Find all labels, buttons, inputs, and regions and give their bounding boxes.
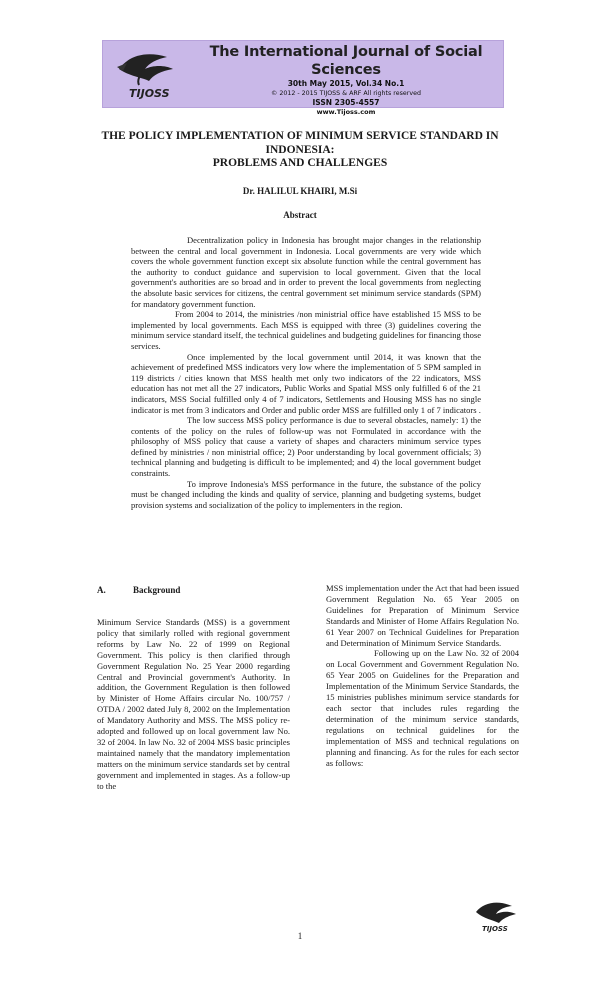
journal-banner [102, 40, 504, 116]
issn: ISSN 2305-4557 [312, 98, 380, 107]
footer-logo-wordmark: TIJOSS [482, 925, 508, 933]
title-line-1: THE POLICY IMPLEMENTATION OF MINIMUM SERVICE STANDARD IN INDONESIA: [101, 130, 499, 156]
tijoss-footer-logo-icon [468, 898, 526, 934]
section-heading [97, 585, 180, 595]
tijoss-bird-logo-icon [109, 47, 191, 103]
section-title: Background [133, 585, 181, 595]
author: Dr. HALILUL KHAIRI, M.Si [242, 186, 358, 196]
logo-wordmark: TIJOSS [129, 87, 170, 100]
abstract-heading: Abstract [283, 210, 317, 220]
section-letter: A. [97, 585, 106, 595]
journal-url[interactable]: www.Tijoss.com [316, 108, 376, 116]
body-paragraph: Minimum Service Standards (MSS) is a government policy that similarly rolled with regional government reforms by Law No. 22 of 1999 on Regional Government. This policy is then clarified through Government Regulation No. 25 Year 2000 regarding Central and Provincial government's Authority. In addition, the Government Regulation is then followed by Minister of Home Affairs circular No. 100/757 / OTDA / 2002 dated July 8, 2002 on the Implementation of Mandatory Authority and MSS. The MSS policy re-adopted and followed up on local government law No. 32 of 2004. In law No. 32 of 2004 MSS basic principles maintained namely that the mandatory implementation matters on the minimum service standards set by central government and implemented in stages. As a follow-up to the [97, 617, 290, 791]
abstract-paragraph: Decentralization policy in Indonesia has brought major changes in the relationship between the central and local government in Indonesia. Local governments are very wide which covers the whole government function except six absolute function while the central government has the authority to conduct guidance and supervision to local government. Given that the local government's authorities are so broad and in order to prevent the local governments from neglecting the absolute basic services for citizens, the central government set minimum service standards (SPM) for mandatory government function. [131, 235, 481, 309]
abstract-paragraph: From 2004 to 2014, the ministries /non ministrial office have established 15 MSS to be implemented by local governments. Each MSS is equipped with three (3) guidelines covering the minimum service standard itself, the technical guidelines and budgeting guidelines for financing those services. [131, 309, 481, 351]
title-line-2: PROBLEMS AND CHALLENGES [212, 157, 388, 169]
abstract [131, 235, 481, 510]
abstract-paragraph: To improve Indonesia's MSS performance in the future, the substance of the policy must be changed including the kinds and quality of service, planning and budgeting systems, budget provision systems and socialization of the policy to implementers in the region. [131, 478, 481, 510]
abstract-paragraph: The low success MSS policy performance is due to several obstacles, namely: 1) the contents of the policy on the rules of follow-up was not Formulated in accordance with the philosophy of MSS policy that cause a variety of shapes and characters minimum service types defined by ministries / non ministrial office; 2) Poor understanding by local government officials; 3) technical planning and budgeting is difficult to be implemented; and 4) the local government budget constraints. [131, 415, 481, 479]
copyright: © 2012 - 2015 TIJOSS & ARF All rights reserved [271, 90, 421, 97]
abstract-paragraph: Once implemented by the local government until 2014, it was known that the achievement of predefined MSS indicators very low where the implementation of 5 SPM sampled in 119 districts / cities known that MSS health met only two indicators of the 22 indicators, MSS education has not met all the 27 indicators, Public Works and Spatial MSS only fulfilled 6 of the 21 indicators, MSS Social fulfilled only 4 of 7 indicators, Settlements and Housing MSS has no single indicator is met from 3 indicators and Order and public order MSS are fulfilled only 1 of 7 indicators . [131, 351, 481, 415]
body-paragraph: Following up on the Law No. 32 of 2004 on Local Government and Government Regulation No. 65 Year 2005 on Guidelines for the Preparation and Implementation of the Minimum Service Standards, the 15 ministries publishes minimum service standards for each sector that includes rules regarding the determination of the minimum service standards, regulations on technical guidelines for the implementation of MSS and technical regulations on planning and financing. As for the rules for each sector as follows: [326, 648, 519, 768]
journal-title: The International Journal of Social Sciences [209, 44, 483, 78]
body-column-right [326, 583, 519, 768]
paper-title [90, 130, 510, 171]
body-column-left [97, 617, 290, 792]
issue-info: 30th May 2015, Vol.34 No.1 [287, 79, 405, 88]
body-paragraph: MSS implementation under the Act that had been issued Government Regulation No. 65 Year 2005 on Guidelines for Preparation of Minimum Service Standards and Minister of Home Affairs Regulation No. 61 Year 2007 on Technical Guidelines for Preparation and Determination of Minimum Service Standards. [326, 583, 519, 648]
page-number: 1 [297, 931, 303, 941]
